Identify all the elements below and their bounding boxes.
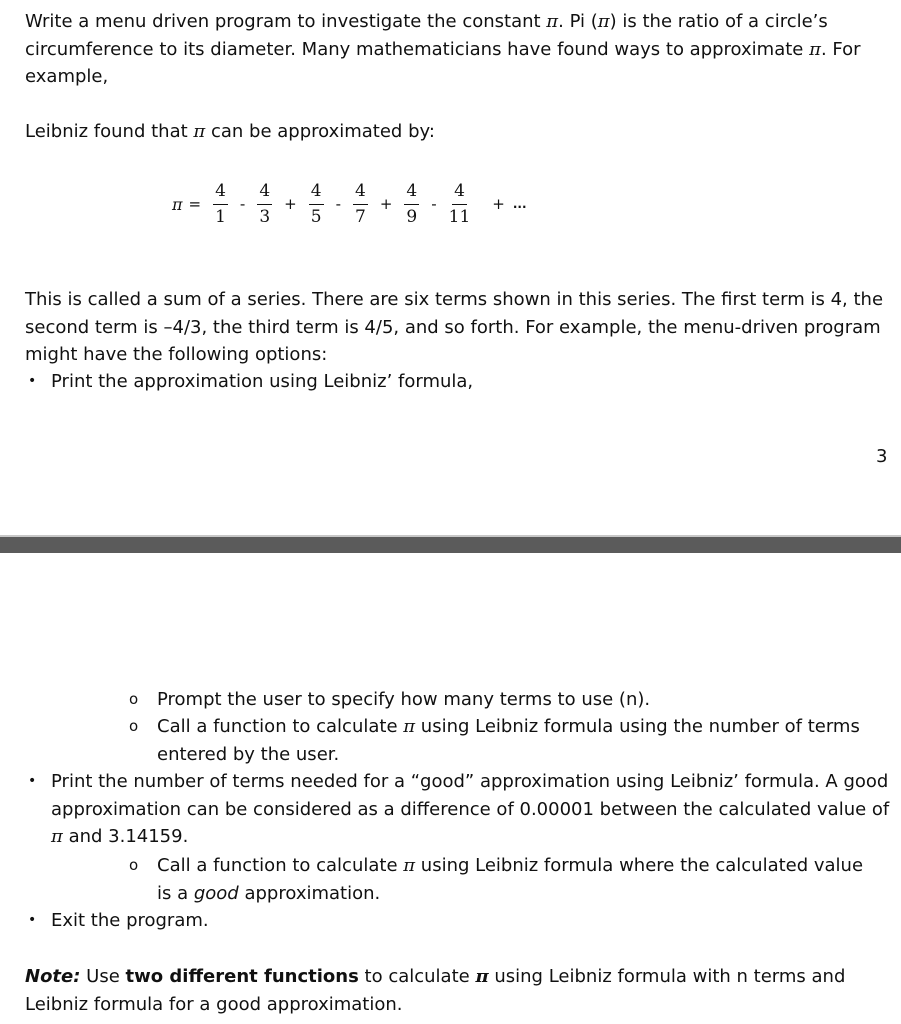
intro-text: Write a menu driven program to investigate the constant bbox=[25, 11, 547, 32]
bullet-item bbox=[28, 907, 901, 935]
term-numerator: 4 bbox=[353, 181, 368, 205]
term-numerator: 4 bbox=[404, 181, 419, 205]
page-number: 3 bbox=[876, 446, 888, 467]
pi-symbol: π bbox=[546, 11, 559, 32]
bullet-mark: • bbox=[28, 773, 37, 789]
bullet-text: using Leibniz formula using the number of terms entered by the user. bbox=[157, 716, 860, 765]
pi-symbol: π bbox=[403, 855, 416, 876]
term-denominator: 1 bbox=[215, 207, 226, 227]
note-text: using Leibniz formula with n terms and Leibniz formula for a good approximation. bbox=[25, 966, 846, 1015]
formula-term bbox=[309, 181, 324, 227]
bullet-mark: • bbox=[28, 912, 37, 928]
pi-symbol: π bbox=[809, 38, 821, 60]
pi-symbol: π bbox=[597, 11, 610, 32]
sub-bullet-item bbox=[129, 852, 882, 907]
sub-bullet-mark: o bbox=[129, 690, 139, 708]
term-denominator: 9 bbox=[406, 207, 418, 227]
bullet-item bbox=[28, 768, 891, 851]
note-paragraph bbox=[25, 963, 887, 1018]
formula-term bbox=[449, 181, 471, 227]
bullet-text: Call a function to calculate bbox=[157, 716, 404, 737]
term-numerator: 4 bbox=[452, 181, 467, 205]
page-divider bbox=[0, 535, 901, 553]
note-bold-text: two different functions bbox=[125, 966, 359, 987]
leibniz-text: Leibniz found that bbox=[25, 121, 194, 142]
leibniz-text: can be approximated by: bbox=[205, 121, 435, 142]
bullet-text: approximation. bbox=[238, 882, 381, 904]
term-numerator: 4 bbox=[309, 181, 324, 205]
formula-pi: π bbox=[172, 194, 183, 214]
term-denominator: 11 bbox=[448, 207, 471, 227]
formula-operator: - bbox=[335, 195, 341, 213]
intro-text: . Pi ( bbox=[558, 11, 598, 32]
bullet-text: using Leibniz formula where the calculated value is a bbox=[157, 855, 864, 904]
pi-symbol: π bbox=[403, 716, 416, 737]
bullet-text: Prompt the user to specify how many terms to use (n). bbox=[157, 689, 651, 710]
intro-text: ) is the ratio of a circle’s circumference to its diameter. Many mathematicians have found ways to approximate bbox=[25, 11, 828, 60]
formula-operator: - bbox=[239, 195, 246, 213]
formula-term bbox=[404, 181, 419, 227]
note-text: Use bbox=[80, 966, 126, 987]
term-numerator: 4 bbox=[257, 181, 272, 205]
formula-equals: = bbox=[188, 195, 202, 213]
term-denominator: 7 bbox=[355, 207, 366, 227]
term-denominator: 3 bbox=[259, 207, 271, 227]
formula-ellipsis: ... bbox=[512, 197, 527, 211]
formula-operator: + bbox=[492, 195, 505, 213]
pi-symbol: π bbox=[51, 826, 63, 847]
bullet-mark: • bbox=[28, 373, 37, 389]
sub-bullet-mark: o bbox=[129, 856, 139, 874]
intro-paragraph bbox=[25, 8, 887, 91]
formula-operator: - bbox=[431, 195, 437, 213]
intro-text: . For example, bbox=[25, 38, 861, 87]
formula-operator: + bbox=[379, 195, 393, 213]
term-denominator: 5 bbox=[310, 207, 322, 227]
pi-symbol: π bbox=[193, 121, 206, 142]
bullet-item bbox=[28, 368, 901, 396]
note-label: Note: bbox=[25, 966, 81, 987]
note-text: to calculate bbox=[358, 966, 476, 987]
series-paragraph: This is called a sum of a series. There are six terms shown in this series. The first term is 4, the second term is –4/3, the third term is 4/5, and so forth. For example, the menu-driven program might have the following options: bbox=[25, 289, 884, 365]
good-emphasis: good bbox=[193, 882, 239, 904]
term-numerator: 4 bbox=[213, 181, 228, 205]
sub-bullet-mark: o bbox=[129, 717, 139, 735]
formula-term bbox=[353, 181, 368, 227]
bullet-text: Print the number of terms needed for a “good” approximation using Leibniz’ formula. A good approximation can be considered as a difference of 0.00001 between the calculated value of bbox=[51, 771, 890, 820]
bullet-text: and 3.14159. bbox=[62, 826, 189, 847]
bullet-text: Exit the program. bbox=[51, 910, 209, 931]
bullet-text: Print the approximation using Leibniz’ formula, bbox=[51, 371, 474, 392]
leibniz-intro-line bbox=[25, 118, 887, 146]
leibniz-formula bbox=[172, 176, 531, 232]
bullet-text: Call a function to calculate bbox=[157, 855, 404, 876]
sub-bullet-item bbox=[129, 713, 867, 768]
sub-bullet-item bbox=[129, 686, 877, 714]
formula-term bbox=[213, 181, 228, 227]
pi-symbol: π bbox=[475, 966, 489, 987]
formula-operator: + bbox=[284, 195, 297, 213]
formula-term bbox=[257, 181, 272, 227]
